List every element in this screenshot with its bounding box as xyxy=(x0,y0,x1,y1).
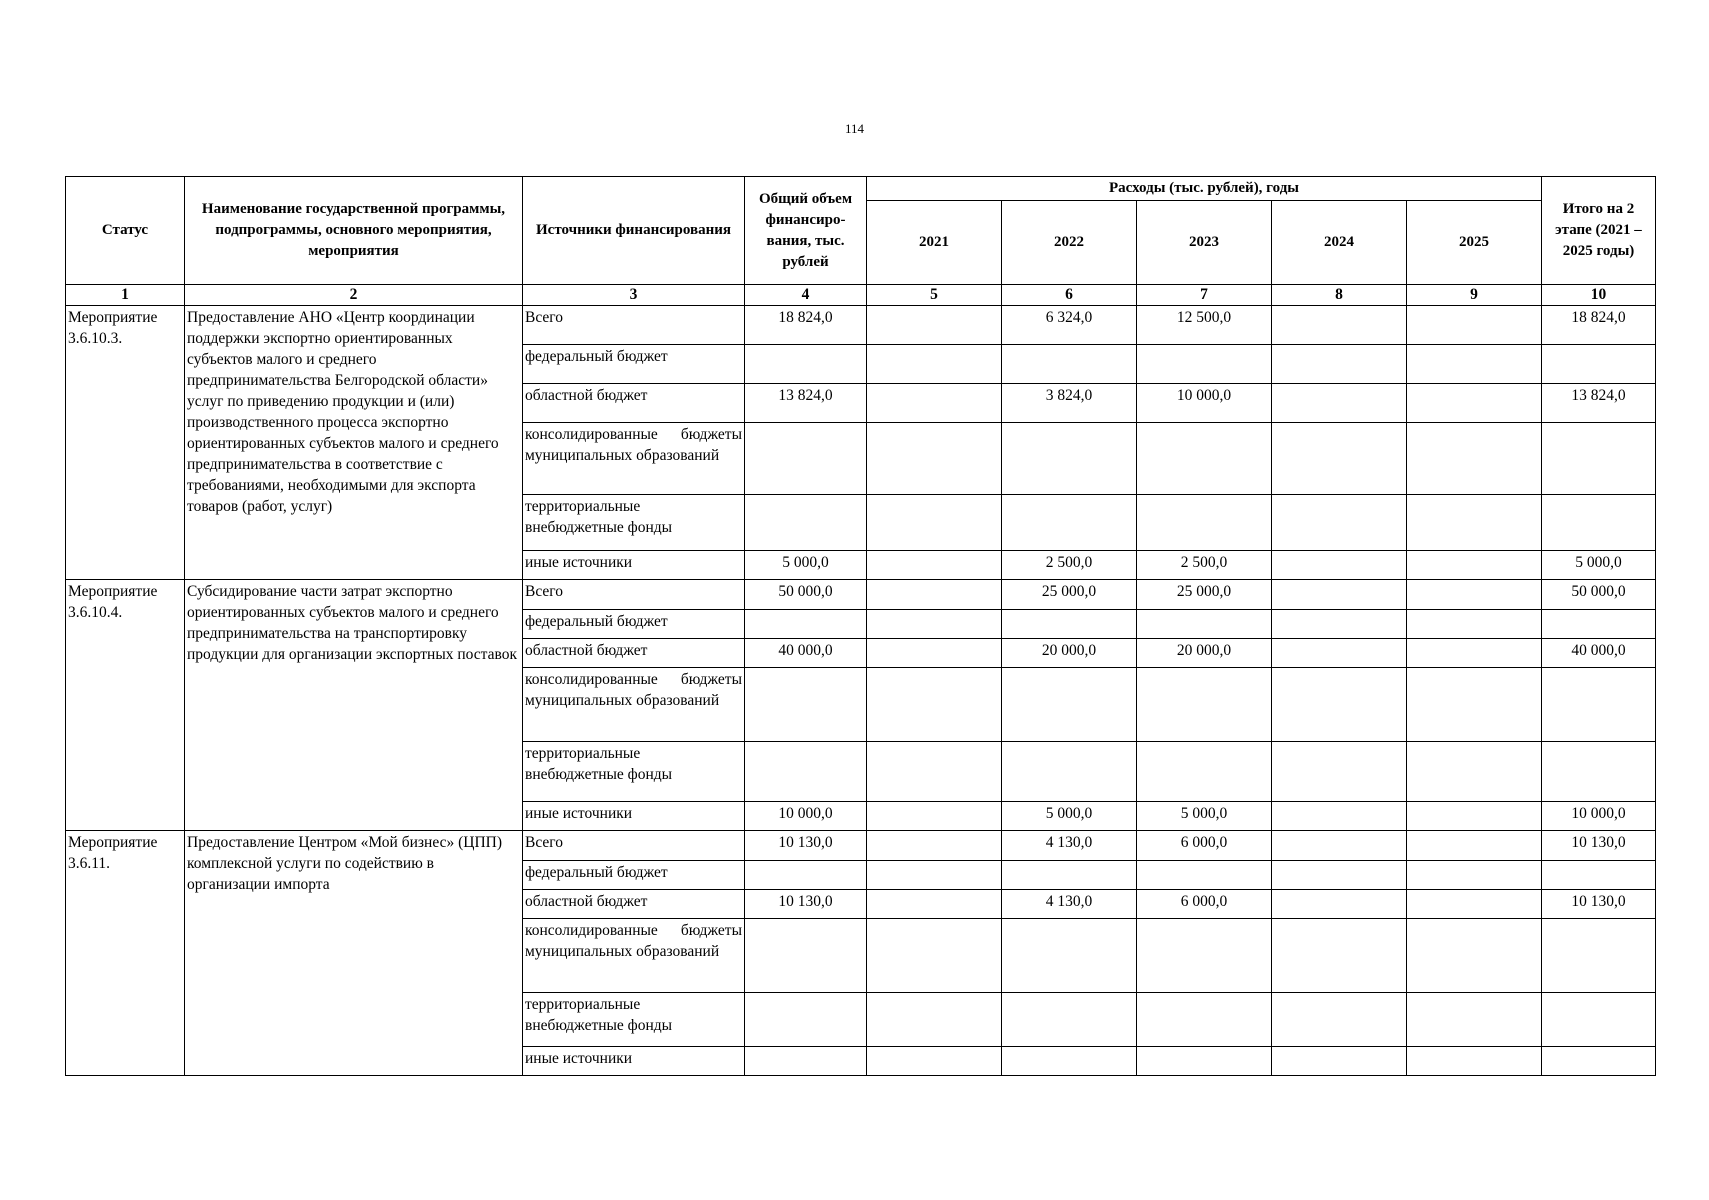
amount-cell xyxy=(745,919,867,993)
funding-source: иные источники xyxy=(523,1047,745,1076)
activity-body xyxy=(66,306,1656,1076)
amount-cell: 12 500,0 xyxy=(1137,306,1272,345)
amount-cell xyxy=(1137,993,1272,1047)
amount-cell: 5 000,0 xyxy=(1542,551,1656,580)
amount-cell xyxy=(867,742,1002,802)
amount-cell xyxy=(1272,345,1407,384)
amount-cell xyxy=(1272,306,1407,345)
amount-cell xyxy=(745,742,867,802)
amount-cell xyxy=(867,495,1002,551)
activity-name: Предоставление АНО «Центр координации поддержки экспортно ориентированных субъектов малого и среднего предпринимательства Белгородской области» услуг по приведению продукции и (или) производственного процесса экспортно ориентированных субъектов малого и среднего предпринимательства в соответствие с требованиями, необходимыми для экспорта товаров (работ, услуг) xyxy=(185,306,523,580)
header-total-volume: Общий объем финансиро-вания, тыс. рублей xyxy=(745,177,867,285)
amount-cell xyxy=(1002,610,1137,639)
activity-status: Мероприятие 3.6.10.4. xyxy=(66,580,185,831)
activity-name: Предоставление Центром «Мой бизнес» (ЦПП) комплексной услуги по содействию в организации импорта xyxy=(185,831,523,1076)
amount-cell xyxy=(1002,345,1137,384)
amount-cell: 5 000,0 xyxy=(1137,802,1272,831)
amount-cell xyxy=(1272,423,1407,495)
header-year-2022: 2022 xyxy=(1002,201,1137,285)
amount-cell xyxy=(1002,423,1137,495)
amount-cell xyxy=(1272,802,1407,831)
amount-cell xyxy=(1272,668,1407,742)
financing-table xyxy=(65,176,1656,1076)
amount-cell: 10 130,0 xyxy=(745,890,867,919)
amount-cell xyxy=(1272,580,1407,610)
header-stage-total: Итого на 2 этапе (2021 – 2025 годы) xyxy=(1542,177,1656,285)
activity-name: Субсидирование части затрат экспортно ориентированных субъектов малого и среднего предпринимательства на транспортировку продукции для организации экспортных поставок xyxy=(185,580,523,831)
amount-cell: 50 000,0 xyxy=(745,580,867,610)
amount-cell: 4 130,0 xyxy=(1002,831,1137,861)
page-number: 114 xyxy=(844,121,865,136)
amount-cell xyxy=(1002,861,1137,890)
amount-cell xyxy=(1272,639,1407,668)
amount-cell: 5 000,0 xyxy=(1002,802,1137,831)
column-number: 10 xyxy=(1542,285,1656,306)
amount-cell xyxy=(867,890,1002,919)
column-number: 5 xyxy=(867,285,1002,306)
amount-cell xyxy=(867,919,1002,993)
amount-cell xyxy=(1137,668,1272,742)
amount-cell: 13 824,0 xyxy=(745,384,867,423)
amount-cell xyxy=(1542,345,1656,384)
amount-cell xyxy=(1272,831,1407,861)
funding-source: областной бюджет xyxy=(523,384,745,423)
amount-cell xyxy=(1137,495,1272,551)
amount-cell xyxy=(1407,861,1542,890)
amount-cell xyxy=(745,861,867,890)
amount-cell xyxy=(1407,831,1542,861)
amount-cell xyxy=(745,993,867,1047)
amount-cell xyxy=(745,495,867,551)
header-year-2025: 2025 xyxy=(1407,201,1542,285)
amount-cell xyxy=(1272,993,1407,1047)
amount-cell xyxy=(745,1047,867,1076)
amount-cell: 20 000,0 xyxy=(1137,639,1272,668)
amount-cell xyxy=(867,831,1002,861)
amount-cell xyxy=(1542,668,1656,742)
amount-cell xyxy=(1137,423,1272,495)
column-number: 6 xyxy=(1002,285,1137,306)
amount-cell xyxy=(1002,495,1137,551)
table-row xyxy=(66,580,1656,610)
amount-cell xyxy=(1272,742,1407,802)
amount-cell xyxy=(1407,423,1542,495)
funding-source: территориальные внебюджетные фонды xyxy=(523,742,745,802)
amount-cell xyxy=(745,345,867,384)
funding-source: областной бюджет xyxy=(523,890,745,919)
column-number: 8 xyxy=(1272,285,1407,306)
amount-cell xyxy=(1272,1047,1407,1076)
amount-cell xyxy=(1002,1047,1137,1076)
amount-cell: 13 824,0 xyxy=(1542,384,1656,423)
amount-cell: 25 000,0 xyxy=(1002,580,1137,610)
funding-source: Всего xyxy=(523,580,745,610)
amount-cell xyxy=(1407,345,1542,384)
column-number: 1 xyxy=(66,285,185,306)
header-year-2023: 2023 xyxy=(1137,201,1272,285)
table-row xyxy=(66,831,1656,861)
amount-cell xyxy=(1542,610,1656,639)
amount-cell xyxy=(1407,742,1542,802)
amount-cell xyxy=(1542,919,1656,993)
amount-cell xyxy=(867,639,1002,668)
amount-cell xyxy=(1407,495,1542,551)
amount-cell xyxy=(1137,919,1272,993)
amount-cell xyxy=(1407,890,1542,919)
funding-source: территориальные внебюджетные фонды xyxy=(523,495,745,551)
amount-cell xyxy=(1272,861,1407,890)
header-year-2021: 2021 xyxy=(867,201,1002,285)
amount-cell xyxy=(1407,919,1542,993)
amount-cell xyxy=(1407,580,1542,610)
amount-cell: 18 824,0 xyxy=(1542,306,1656,345)
activity-status: Мероприятие 3.6.10.3. xyxy=(66,306,185,580)
funding-source: консолидированные бюджеты муниципальных образований xyxy=(523,423,745,495)
amount-cell xyxy=(867,423,1002,495)
amount-cell xyxy=(1407,1047,1542,1076)
amount-cell xyxy=(867,345,1002,384)
funding-source: Всего xyxy=(523,831,745,861)
amount-cell xyxy=(867,610,1002,639)
amount-cell xyxy=(1137,742,1272,802)
amount-cell: 50 000,0 xyxy=(1542,580,1656,610)
funding-source: территориальные внебюджетные фонды xyxy=(523,993,745,1047)
amount-cell xyxy=(1137,345,1272,384)
header-expenses: Расходы (тыс. рублей), годы xyxy=(867,177,1542,201)
amount-cell: 6 000,0 xyxy=(1137,890,1272,919)
amount-cell xyxy=(1407,610,1542,639)
amount-cell: 18 824,0 xyxy=(745,306,867,345)
funding-source: Всего xyxy=(523,306,745,345)
amount-cell xyxy=(745,423,867,495)
amount-cell xyxy=(1002,919,1137,993)
amount-cell: 6 000,0 xyxy=(1137,831,1272,861)
amount-cell xyxy=(1407,551,1542,580)
amount-cell xyxy=(1542,1047,1656,1076)
amount-cell xyxy=(1407,668,1542,742)
funding-source: консолидированные бюджеты муниципальных образований xyxy=(523,668,745,742)
header-name: Наименование государственной программы, подпрограммы, основного мероприятия, мероприятия xyxy=(185,177,523,285)
table-row xyxy=(66,306,1656,345)
amount-cell xyxy=(1272,495,1407,551)
amount-cell xyxy=(1407,384,1542,423)
amount-cell xyxy=(1542,742,1656,802)
funding-source: консолидированные бюджеты муниципальных образований xyxy=(523,919,745,993)
funding-source: иные источники xyxy=(523,551,745,580)
amount-cell: 5 000,0 xyxy=(745,551,867,580)
amount-cell xyxy=(867,802,1002,831)
amount-cell xyxy=(1407,802,1542,831)
amount-cell xyxy=(867,306,1002,345)
amount-cell xyxy=(1542,423,1656,495)
amount-cell xyxy=(1407,639,1542,668)
column-numbers-row xyxy=(66,285,1656,306)
amount-cell xyxy=(1407,306,1542,345)
amount-cell xyxy=(1137,861,1272,890)
funding-source: федеральный бюджет xyxy=(523,861,745,890)
amount-cell xyxy=(867,993,1002,1047)
header-status: Статус xyxy=(66,177,185,285)
amount-cell: 20 000,0 xyxy=(1002,639,1137,668)
amount-cell xyxy=(1272,610,1407,639)
amount-cell xyxy=(867,861,1002,890)
amount-cell xyxy=(1407,993,1542,1047)
amount-cell: 4 130,0 xyxy=(1002,890,1137,919)
amount-cell: 6 324,0 xyxy=(1002,306,1137,345)
column-number: 4 xyxy=(745,285,867,306)
amount-cell xyxy=(1542,993,1656,1047)
funding-source: областной бюджет xyxy=(523,639,745,668)
funding-source: федеральный бюджет xyxy=(523,345,745,384)
amount-cell: 10 000,0 xyxy=(1137,384,1272,423)
amount-cell xyxy=(1542,861,1656,890)
amount-cell xyxy=(867,580,1002,610)
amount-cell: 10 000,0 xyxy=(1542,802,1656,831)
header-sources: Источники финансирования xyxy=(523,177,745,285)
amount-cell xyxy=(1272,890,1407,919)
amount-cell xyxy=(1002,742,1137,802)
funding-source: федеральный бюджет xyxy=(523,610,745,639)
amount-cell: 2 500,0 xyxy=(1137,551,1272,580)
funding-source: иные источники xyxy=(523,802,745,831)
amount-cell xyxy=(1272,384,1407,423)
amount-cell xyxy=(1002,668,1137,742)
column-number: 7 xyxy=(1137,285,1272,306)
activity-status: Мероприятие 3.6.11. xyxy=(66,831,185,1076)
amount-cell xyxy=(1272,919,1407,993)
header-year-2024: 2024 xyxy=(1272,201,1407,285)
amount-cell: 10 130,0 xyxy=(1542,831,1656,861)
amount-cell xyxy=(867,1047,1002,1076)
amount-cell: 10 130,0 xyxy=(745,831,867,861)
amount-cell xyxy=(745,610,867,639)
amount-cell xyxy=(1542,495,1656,551)
amount-cell: 3 824,0 xyxy=(1002,384,1137,423)
amount-cell xyxy=(867,551,1002,580)
amount-cell: 10 000,0 xyxy=(745,802,867,831)
amount-cell xyxy=(867,384,1002,423)
amount-cell: 2 500,0 xyxy=(1002,551,1137,580)
amount-cell xyxy=(1137,610,1272,639)
amount-cell: 40 000,0 xyxy=(1542,639,1656,668)
column-number: 3 xyxy=(523,285,745,306)
amount-cell xyxy=(867,668,1002,742)
column-number: 2 xyxy=(185,285,523,306)
amount-cell: 40 000,0 xyxy=(745,639,867,668)
amount-cell xyxy=(1137,1047,1272,1076)
amount-cell xyxy=(1272,551,1407,580)
amount-cell xyxy=(745,668,867,742)
amount-cell: 25 000,0 xyxy=(1137,580,1272,610)
amount-cell: 10 130,0 xyxy=(1542,890,1656,919)
amount-cell xyxy=(1002,993,1137,1047)
column-number: 9 xyxy=(1407,285,1542,306)
